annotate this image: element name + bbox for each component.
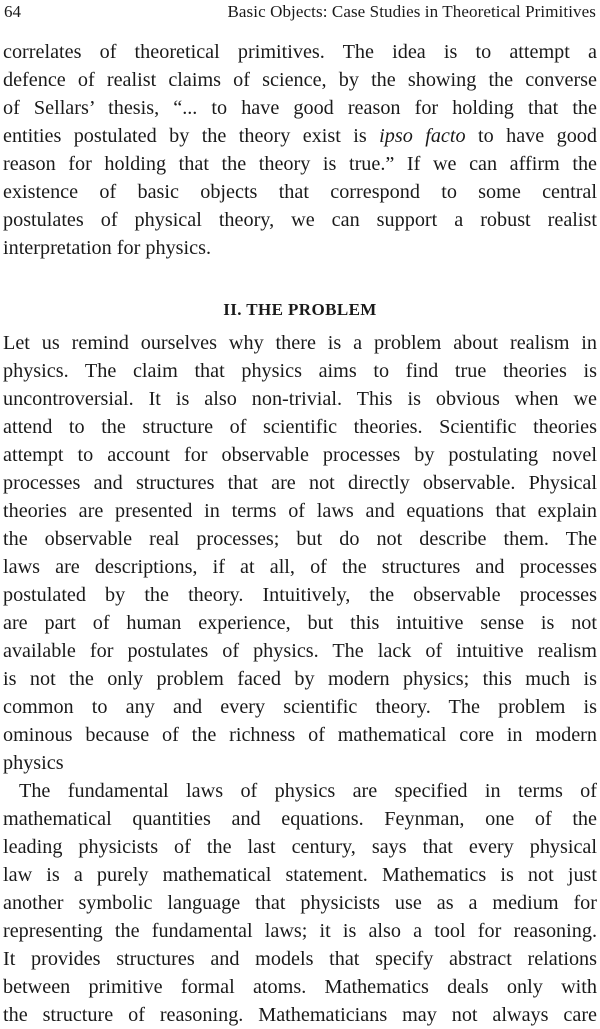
text-line: laws are descriptions, if at all, of the structures and processes <box>3 556 597 578</box>
spacer <box>3 262 597 296</box>
text-line: of Sellars’ thesis, “... to have good reason for holding that the <box>3 97 597 119</box>
text-line: attend to the structure of scientific theories. Scientific theories <box>3 416 597 438</box>
text-line: reason for holding that the theory is true.” If we can affirm the <box>3 153 597 175</box>
page-number: 64 <box>4 2 21 21</box>
text-line: It provides structures and models that specify abstract relations <box>3 948 597 970</box>
text-line: common to any and every scientific theory. The problem is <box>3 696 597 718</box>
text-fragment: to have good <box>465 125 597 147</box>
text-line: postulated by the theory. Intuitively, the observable processes <box>3 584 597 606</box>
text-line: defence of realist claims of science, by the showing the converse <box>3 69 597 91</box>
text-line: the observable real processes; but do not describe them. The <box>3 528 597 550</box>
text-line: is not the only problem faced by modern physics; this much is <box>3 668 597 690</box>
text-line: existence of basic objects that correspond to some central <box>3 181 597 203</box>
paragraph-laws <box>3 777 597 1029</box>
text-line: law is a purely mathematical statement. Mathematics is not just <box>3 864 597 886</box>
section-heading: II. THE PROBLEM <box>223 300 377 319</box>
text-line: processes and structures that are not directly observable. Physical <box>3 472 597 494</box>
text-line: another symbolic language that physicists use as a medium for <box>3 892 597 914</box>
text-line: Let us remind ourselves why there is a problem about realism in <box>3 332 597 354</box>
paragraph-intro <box>3 38 597 262</box>
text-line: leading physicists of the last century, says that every physical <box>3 836 597 858</box>
body-text <box>3 38 597 1029</box>
text-line: the structure of reasoning. Mathematicians may not always care <box>3 1004 597 1026</box>
text-line: representing the fundamental laws; it is also a tool for reasoning. <box>3 920 597 942</box>
text-line: ominous because of the richness of mathematical core in modern <box>3 724 597 746</box>
text-line-with-italic <box>3 122 597 150</box>
text-line: The fundamental laws of physics are specified in terms of <box>19 780 597 802</box>
text-line: are part of human experience, but this intuitive sense is not <box>3 612 597 634</box>
italic-phrase: ipso facto <box>379 125 466 147</box>
text-line: between primitive formal atoms. Mathematics deals only with <box>3 976 597 998</box>
text-line: attempt to account for observable processes by postulating novel <box>3 444 597 466</box>
text-line: postulates of physical theory, we can support a robust realist <box>3 209 597 231</box>
text-fragment: entities postulated by the theory exist is <box>3 125 380 147</box>
text-line: mathematical quantities and equations. Feynman, one of the <box>3 808 597 830</box>
text-line: physics <box>3 752 64 774</box>
paragraph-problem <box>3 329 597 777</box>
text-line: correlates of theoretical primitives. The idea is to attempt a <box>3 41 597 63</box>
running-title: Basic Objects: Case Studies in Theoretical Primitives <box>227 2 596 21</box>
running-head <box>4 1 596 23</box>
text-line: available for postulates of physics. The lack of intuitive realism <box>3 640 597 662</box>
text-line: interpretation for physics. <box>3 237 211 259</box>
text-line: physics. The claim that physics aims to find true theories is <box>3 360 597 382</box>
text-line: theories are presented in terms of laws and equations that explain <box>3 500 597 522</box>
text-line: uncontroversial. It is also non-trivial. This is obvious when we <box>3 388 597 410</box>
